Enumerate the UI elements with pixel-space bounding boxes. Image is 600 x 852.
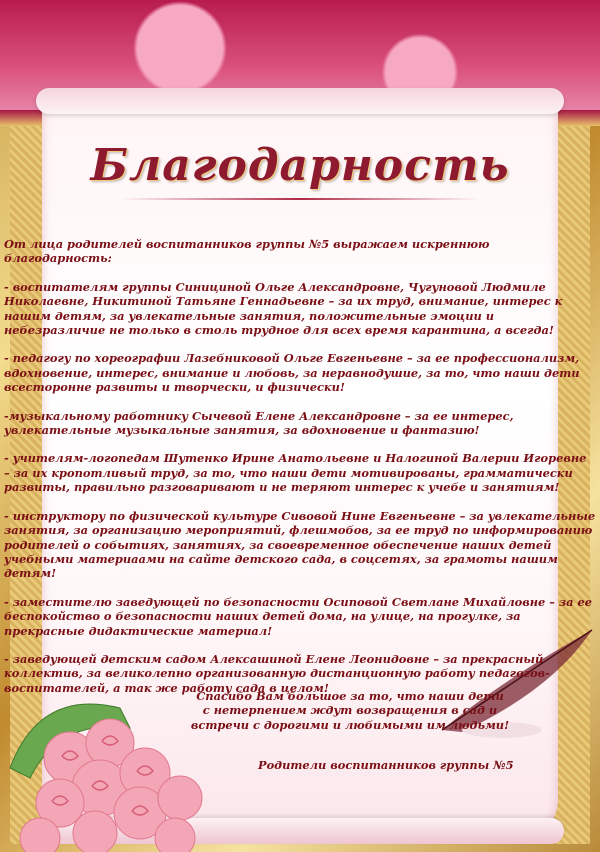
paragraph-safety-deputy: - заместителю заведующей по безопасности Осиповой Светлане Михайловне – за ее беспокойство о безопасности наших детей дома, на улице, на прогулке, за прекрасные дидактические материал!	[4, 594, 593, 638]
paragraph-head: - заведующей детским садом Алексашиной Елене Леонидовне – за прекрасный коллектив, за великолепно организованную дистанционную работу педагогов-воспитателей, а так же работу сада в целом!	[4, 651, 550, 695]
paragraph-physical-education: - инструктору по физической культуре Сивовой Нине Евгеньевне – за увлекательные занятия, за организацию мероприятий, флешмобов, за ее труд по информированию родителей о событиях, занятиях, за своевременное обеспечение наших детей учебными материаами на сайте детского сада, в соцсетях, за грамоты нашим детям!	[4, 508, 596, 581]
paragraph-music: -музыкальному работнику Сычевой Елене Александровне – за ее интерес, увлекательные музыкальные занятия, за вдохновение и фантазию!	[4, 408, 514, 438]
paragraph-choreography: - педагогу по хореографии Лазебниковой Ольге Евгеньевне – за ее профессионализм, вдохновение, интерес, внимание и любовь, за неравнодушие, за то, что наши дети всесторонне развиты и творчески, и физически!	[4, 351, 580, 395]
title-flourish	[120, 198, 480, 200]
intro-text: От лица родителей воспитанников группы №5 выражаем искреннюю благодарность:	[4, 237, 490, 266]
signature: Родители воспитанников группы №5	[258, 758, 514, 772]
closing-message	[150, 689, 550, 732]
closing-line: с нетерпением ждут возвращения в сад и	[202, 703, 498, 718]
paragraph-educators: - воспитателям группы Синициной Ольге Александровне, Чугуновой Людмиле Николаевне, Никитиной Татьяне Геннадьевне – за их труд, внимание, интерес к нашим детям, за увлекательные занятия, положительные эмоции и небезразличие не только в столь трудное для всех время карантина, а всегда!	[4, 279, 563, 338]
page-title: Благодарность	[90, 140, 510, 191]
paragraph-speech-therapists: - учителям-логопедам Шутенко Ирине Анатольевне и Налогиной Валерии Игоревне – за их кропотливый труд, за то, что наши дети мотивированы, грамматически развиты, правильно разговаривают и не теряют интерес к учебе и занятиям!	[4, 451, 587, 495]
scroll-top-roll	[36, 88, 564, 114]
letter-body	[4, 237, 596, 709]
closing-line: встречи с дорогими и любимыми им людьми!	[190, 717, 510, 732]
closing-line: Спасибо Вам большое за то, что наши дети	[196, 689, 504, 703]
